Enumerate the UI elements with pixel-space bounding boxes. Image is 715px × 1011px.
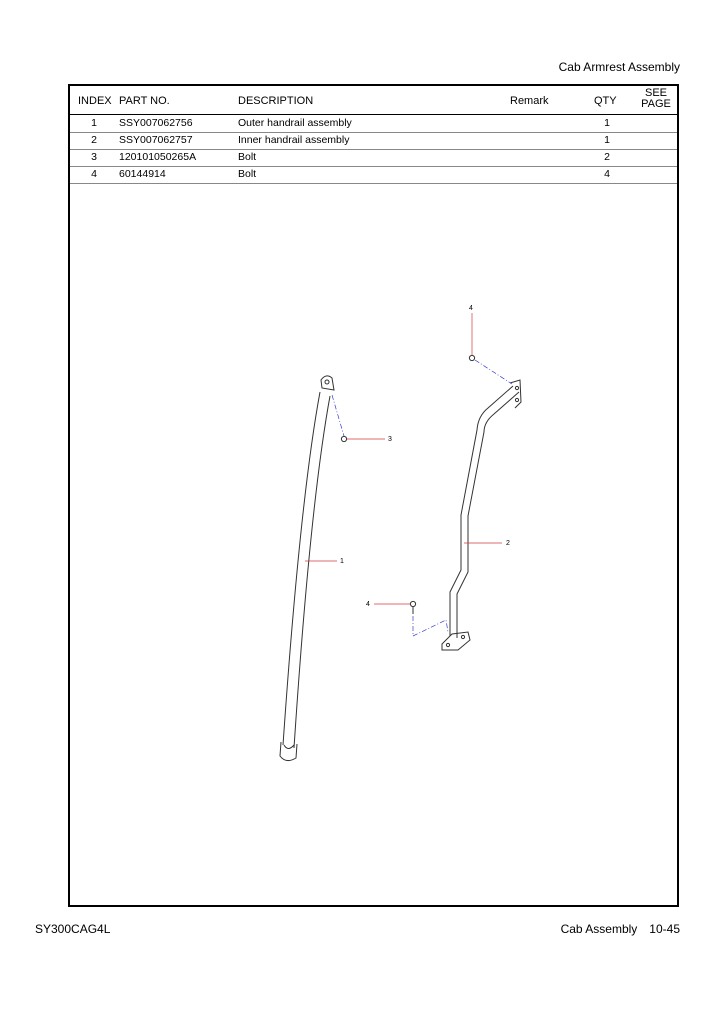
row-qty: 1 (604, 134, 610, 146)
row-description: Outer handrail assembly (238, 117, 352, 129)
bolt-part-3 (341, 436, 346, 441)
row-description: Inner handrail assembly (238, 134, 350, 146)
row-part-no: SSY007062757 (119, 134, 193, 146)
callout-2: 2 (506, 540, 510, 547)
bolt-part-4-left (410, 601, 415, 614)
row-part-no: SSY007062756 (119, 117, 193, 129)
assembly-centerlines (332, 360, 512, 636)
callout-4-left: 4 (366, 601, 370, 608)
callout-1: 1 (340, 558, 344, 565)
row-index: 4 (91, 168, 97, 180)
callout-4-top: 4 (469, 305, 473, 312)
inner-handrail-part (442, 380, 521, 650)
row-qty: 1 (604, 117, 610, 129)
callout-3: 3 (388, 436, 392, 443)
row-qty: 2 (604, 151, 610, 163)
see-label: SEE (644, 87, 667, 99)
row-index: 3 (91, 151, 97, 163)
row-part-no: 60144914 (119, 168, 166, 180)
col-qty-header: QTY (594, 95, 617, 107)
page-title: Cab Armrest Assembly (558, 60, 680, 74)
row-part-no: 120101050265A (119, 151, 197, 163)
page-number: 10-45 (649, 922, 680, 936)
page-label: PAGE (641, 98, 671, 110)
footer-section (549, 922, 680, 936)
section-name: Cab Assembly (560, 922, 638, 936)
row-description: Bolt (238, 151, 257, 163)
col-description-header: DESCRIPTION (238, 95, 314, 107)
col-part-no-header: PART NO. (119, 95, 170, 107)
outer-handrail-part (280, 376, 334, 761)
col-index-header: INDEX (78, 95, 112, 107)
row-qty: 4 (604, 168, 610, 180)
row-index: 2 (91, 134, 97, 146)
col-remark-header: Remark (510, 95, 549, 107)
bolt-part-4-top (469, 355, 474, 360)
model-code: SY300CAG4L (35, 922, 111, 936)
row-description: Bolt (238, 168, 257, 180)
leader-lines (305, 313, 502, 604)
row-index: 1 (91, 117, 97, 129)
